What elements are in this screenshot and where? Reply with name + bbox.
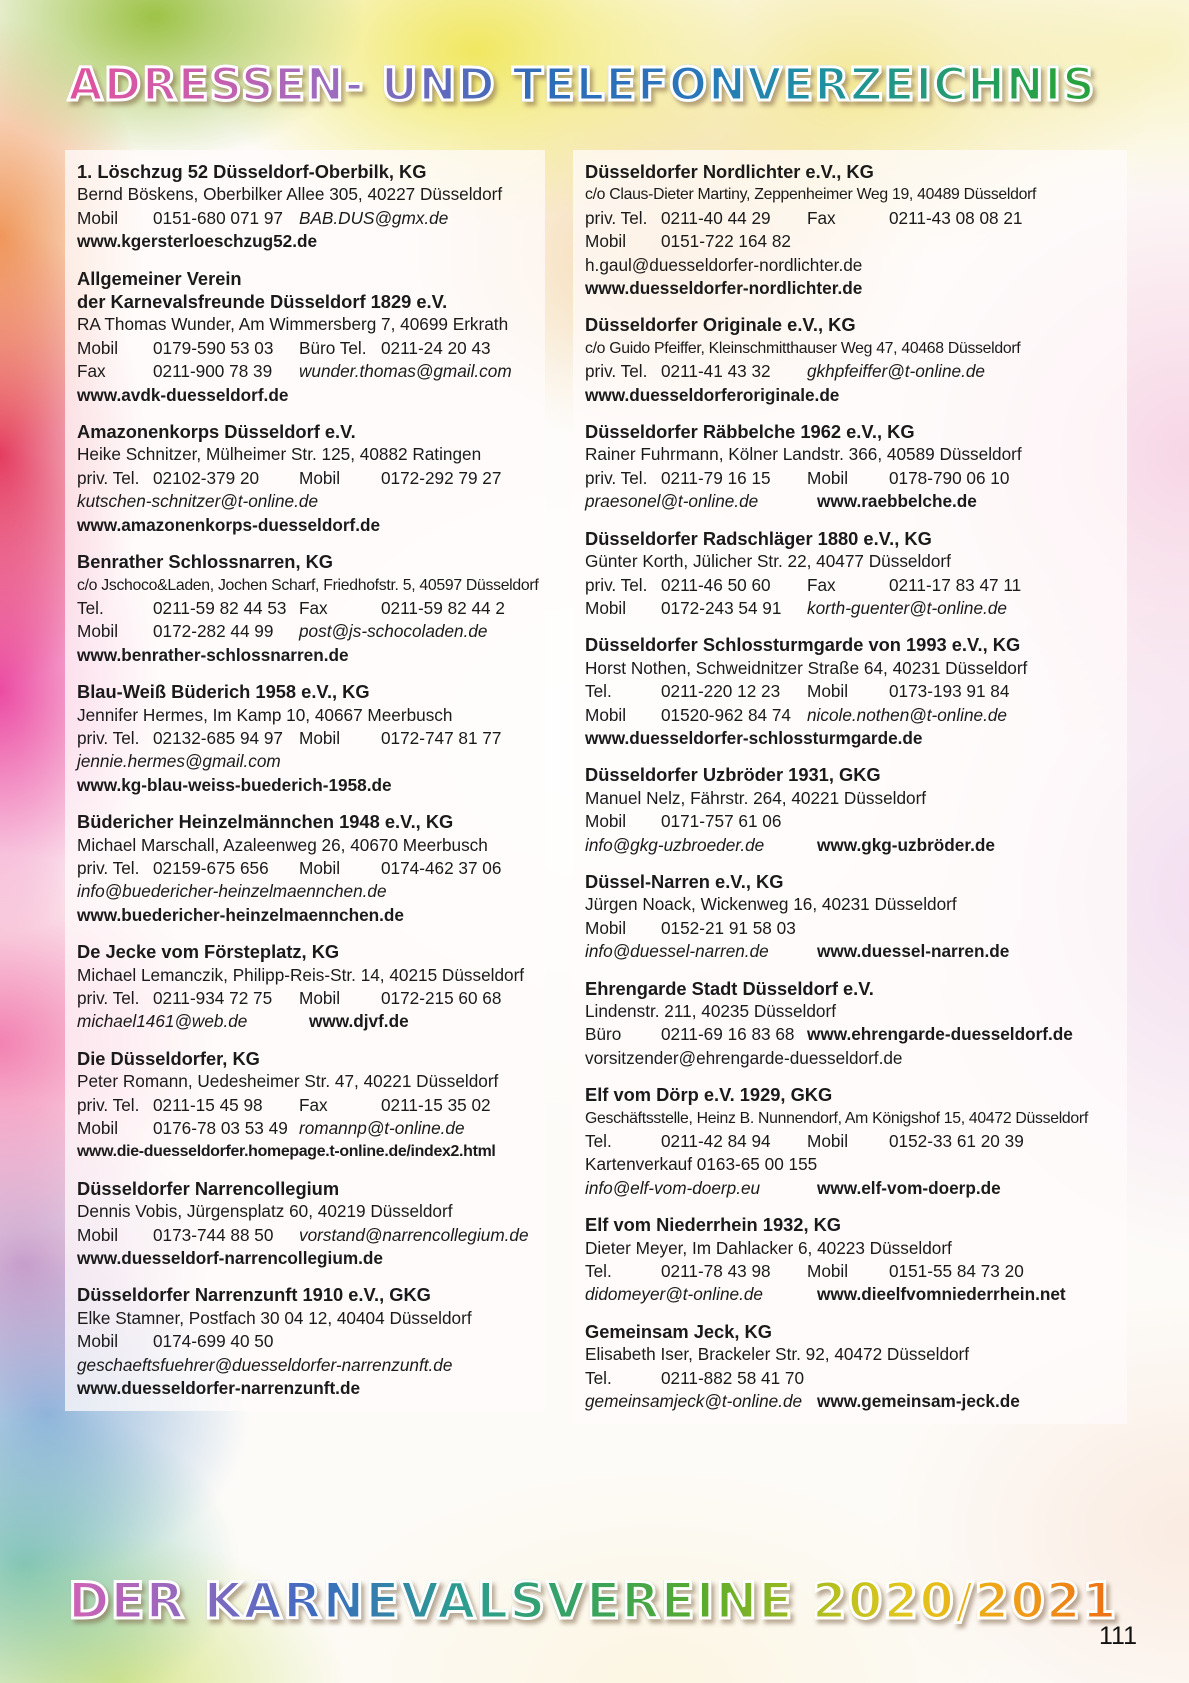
entry-line (585, 277, 1115, 300)
entry-text: Michael Lemanczik, Philipp-Reis-Str. 14, 40215 Düsseldorf (77, 964, 525, 985)
phone-number: 0211-15 45 98 (153, 1094, 263, 1115)
website-text: www.duessel-narren.de (817, 941, 1010, 962)
email-text: info@buedericher-heinzelmaennchen.de (77, 881, 387, 902)
email-text: geschaeftsfuehrer@duesseldorfer-narrenzunft.de (77, 1354, 453, 1375)
entry-text: Geschäftsstelle, Heinz B. Nunnendorf, Am Königshof 15, 40472 Düsseldorf (585, 1109, 1088, 1127)
entry-line (585, 384, 1115, 407)
entry-text: Günter Korth, Jülicher Str. 22, 40477 Düsseldorf (585, 551, 951, 572)
entry-title: Benrather Schlossnarren, KG (77, 551, 334, 573)
entry-text: Horst Nothen, Schweidnitzer Straße 64, 40231 Düsseldorf (585, 657, 1028, 678)
entry-line (77, 1140, 533, 1163)
phone-number: 0151-680 071 97 (153, 207, 283, 228)
entry-line (77, 1070, 533, 1093)
directory-entry (77, 1283, 533, 1400)
entry-text: Elke Stamner, Postfach 30 04 12, 40404 Düsseldorf (77, 1307, 472, 1328)
phone-number: 0171-757 61 06 (661, 811, 782, 832)
page-number: 111 (1098, 1622, 1137, 1650)
directory-entry (585, 870, 1115, 964)
email-text: info@elf-vom-doerp.eu (585, 1177, 761, 1198)
phone-label: Mobil (77, 621, 119, 642)
phone-label: Mobil (299, 988, 341, 1008)
phone-label: Fax (807, 207, 836, 228)
directory-entry (77, 810, 533, 927)
phone-label: Büro Tel. (299, 337, 367, 358)
entry-line (585, 550, 1115, 573)
directory-entry (77, 420, 533, 537)
phone-label: Tel. (77, 597, 104, 618)
phone-label: Fax (77, 361, 106, 382)
entry-line (77, 1010, 533, 1033)
entry-line (585, 597, 1115, 620)
phone-number: 0172-292 79 27 (381, 467, 502, 488)
entry-line (77, 644, 533, 667)
phone-number: 0211-882 58 41 70 (661, 1367, 805, 1388)
entry-line (585, 337, 1115, 360)
phone-number: 0211-78 43 98 (661, 1261, 771, 1282)
directory-entry (77, 1047, 533, 1164)
phone-number: 0211-42 84 94 (661, 1131, 771, 1152)
entry-line (585, 893, 1115, 916)
entry-line (77, 514, 533, 537)
phone-number: 0172-215 60 68 (381, 988, 502, 1008)
entry-line (585, 1177, 1115, 1200)
entry-line (585, 490, 1115, 513)
phone-label: Mobil (585, 597, 627, 618)
phone-label: Mobil (807, 1261, 849, 1282)
email-text: praesonel@t-online.de (585, 491, 759, 512)
phone-label: Mobil (807, 467, 849, 488)
entry-line (585, 1260, 1115, 1283)
entry-text: RA Thomas Wunder, Am Wimmersberg 7, 40699 Erkrath (77, 314, 509, 335)
email-text: info@gkg-uzbroeder.de (585, 834, 765, 855)
entry-text: Dennis Vobis, Jürgensplatz 60, 40219 Düsseldorf (77, 1201, 453, 1222)
phone-number: 0211-24 20 43 (381, 337, 491, 358)
entry-text: Heike Schnitzer, Mülheimer Str. 125, 40882 Ratingen (77, 444, 482, 465)
website-text: www.duesseldorferoriginale.de (585, 384, 840, 405)
email-text: kutschen-schnitzer@t-online.de (77, 491, 319, 512)
phone-number: 0211-59 82 44 53 (153, 597, 287, 618)
phone-label: Büro (585, 1024, 622, 1045)
phone-label: priv. Tel. (77, 467, 140, 488)
phone-number: 0151-55 84 73 20 (889, 1261, 1024, 1282)
entry-line (585, 574, 1115, 597)
phone-label: Tel. (585, 1367, 612, 1388)
entry-line (585, 680, 1115, 703)
entry-line (77, 1200, 533, 1223)
entry-title: De Jecke vom Försteplatz, KG (77, 941, 340, 963)
entry-line (77, 1377, 533, 1400)
phone-label: Mobil (77, 207, 119, 228)
phone-label: priv. Tel. (585, 467, 648, 488)
entry-line (585, 360, 1115, 383)
entry-line (77, 964, 533, 987)
entry-line (77, 337, 533, 360)
website-text: www.elf-vom-doerp.de (817, 1177, 1001, 1198)
entry-line (585, 467, 1115, 490)
directory-entry (585, 527, 1115, 621)
entry-text: c/o Jschoco&Laden, Jochen Scharf, Friedhofstr. 5, 40597 Düsseldorf (77, 576, 539, 594)
phone-label: Mobil (299, 727, 341, 748)
entry-line (585, 443, 1115, 466)
entry-title: Amazonenkorps Düsseldorf e.V. (77, 421, 356, 443)
phone-number: 0211-15 35 02 (381, 1094, 491, 1115)
email-text: jennie.hermes@gmail.com (77, 751, 281, 772)
email-text: vorsitzender@ehrengarde-duesseldorf.de (585, 1047, 903, 1068)
entry-line (585, 230, 1115, 253)
phone-label: Mobil (585, 231, 627, 252)
phone-label: Fax (299, 597, 328, 618)
entry-title: Ehrengarde Stadt Düsseldorf e.V. (585, 977, 874, 999)
entry-line (585, 940, 1115, 963)
entry-line (77, 313, 533, 336)
entry-text: Dieter Meyer, Im Dahlacker 6, 40223 Düsseldorf (585, 1237, 952, 1258)
phone-number: 0211-43 08 08 21 (889, 207, 1023, 228)
entry-text: Kartenverkauf 0163-65 00 155 (585, 1154, 818, 1175)
phone-label: priv. Tel. (585, 207, 648, 228)
phone-number: 0178-790 06 10 (889, 467, 1010, 488)
directory-entry (77, 940, 533, 1034)
entry-line (77, 1247, 533, 1270)
phone-number: 0211-934 72 75 (153, 988, 273, 1008)
entry-line (585, 1047, 1115, 1070)
phone-label: priv. Tel. (77, 988, 140, 1008)
directory-entry (77, 550, 539, 667)
entry-title: der Karnevalsfreunde Düsseldorf 1829 e.V. (77, 291, 448, 313)
entry-title: Düsseldorfer Uzbröder 1931, GKG (585, 764, 881, 786)
entry-line (585, 1130, 1115, 1153)
entry-line (585, 1153, 1115, 1176)
entry-line (585, 834, 1115, 857)
phone-number: 0211-59 82 44 2 (381, 597, 505, 618)
website-text: www.duesseldorfer-narrenzunft.de (77, 1378, 360, 1399)
phone-label: Mobil (807, 1131, 849, 1152)
entry-line (77, 987, 533, 1010)
website-text: www.avdk-duesseldorf.de (77, 384, 289, 405)
phone-label: Mobil (807, 681, 849, 702)
entry-line (77, 857, 533, 880)
email-text: nicole.nothen@t-online.de (807, 704, 1007, 725)
email-text: korth-guenter@t-online.de (807, 597, 1007, 618)
entry-text: Michael Marschall, Azaleenweg 26, 40670 Meerbusch (77, 834, 488, 855)
entry-line (77, 1224, 533, 1247)
entry-line (585, 1107, 1115, 1130)
email-text: michael1461@web.de (77, 1011, 248, 1032)
entry-text: c/o Guido Pfeiffer, Kleinschmitthauser Weg 47, 40468 Düsseldorf (585, 339, 1021, 357)
directory-entry (77, 160, 533, 254)
phone-label: Fax (807, 574, 836, 595)
website-text: www.djvf.de (309, 1011, 409, 1032)
phone-number: 0172-747 81 77 (381, 727, 502, 748)
phone-number: 0211-900 78 39 (153, 361, 273, 382)
entry-line (585, 1023, 1115, 1046)
entry-line (77, 750, 533, 773)
directory-entry (585, 313, 1115, 407)
website-text: www.ehrengarde-duesseldorf.de (807, 1024, 1073, 1045)
entry-line (585, 1283, 1115, 1306)
entry-text: Jennifer Hermes, Im Kamp 10, 40667 Meerbusch (77, 704, 453, 725)
entry-title: Elf vom Dörp e.V. 1929, GKG (585, 1084, 833, 1106)
website-text: www.duesseldorf-narrencollegium.de (77, 1248, 383, 1269)
phone-label: Mobil (77, 337, 119, 358)
entry-text: Manuel Nelz, Fährstr. 264, 40221 Düsseldorf (585, 787, 927, 808)
entry-text: c/o Claus-Dieter Martiny, Zeppenheimer Weg 19, 40489 Düsseldorf (585, 186, 1037, 204)
entry-line (77, 704, 533, 727)
phone-label: priv. Tel. (585, 361, 648, 382)
entry-text: Rainer Fuhrmann, Kölner Landstr. 366, 40589 Düsseldorf (585, 444, 1022, 465)
entry-line (77, 230, 533, 253)
phone-number: 01520-962 84 74 (661, 704, 791, 725)
entry-text: Elisabeth Iser, Brackeler Str. 92, 40472 Düsseldorf (585, 1344, 970, 1365)
directory-entry (585, 1213, 1115, 1307)
entry-text: Bernd Böskens, Oberbilker Allee 305, 40227 Düsseldorf (77, 184, 503, 205)
entry-line (585, 1390, 1115, 1413)
entry-line (585, 1000, 1115, 1023)
email-text: gemeinsamjeck@t-online.de (585, 1391, 803, 1412)
email-text: gkhpfeiffer@t-online.de (807, 361, 985, 382)
entry-title: Gemeinsam Jeck, KG (585, 1320, 772, 1342)
entry-title: Die Düsseldorfer, KG (77, 1047, 260, 1069)
phone-number: 0211-17 83 47 11 (889, 574, 1022, 595)
entry-line (77, 597, 533, 620)
website-text: www.kg-blau-weiss-buederich-1958.de (77, 774, 392, 795)
entry-line (77, 880, 533, 903)
directory-entry (585, 1320, 1115, 1414)
phone-number: 0152-33 61 20 39 (889, 1131, 1024, 1152)
phone-label: Mobil (585, 811, 627, 832)
phone-number: 0211-220 12 23 (661, 681, 781, 702)
phone-number: 0172-282 44 99 (153, 621, 274, 642)
entry-line (77, 1354, 533, 1377)
entry-text: Peter Romann, Uedesheimer Str. 47, 40221 Düsseldorf (77, 1071, 499, 1092)
entry-line (77, 1094, 533, 1117)
entry-line (585, 1237, 1115, 1260)
directory-entry (77, 680, 533, 797)
entry-line (77, 443, 533, 466)
phone-label: priv. Tel. (585, 574, 648, 595)
website-text: www.duesseldorfer-schlossturmgarde.de (585, 727, 923, 748)
phone-number: 0211-46 50 60 (661, 574, 771, 595)
website-text: www.amazonenkorps-duesseldorf.de (77, 514, 381, 535)
phone-number: 0211-69 16 83 68 (661, 1024, 795, 1045)
website-text: www.dieelfvomniederrhein.net (817, 1284, 1066, 1305)
entry-title: Düssel-Narren e.V., KG (585, 870, 784, 892)
entry-line (585, 810, 1115, 833)
directory-entry (585, 977, 1115, 1071)
phone-number: 0174-699 40 50 (153, 1331, 274, 1352)
website-text: www.raebbelche.de (817, 491, 977, 512)
directory-column-left (65, 150, 545, 1411)
phone-number: 0176-78 03 53 49 (153, 1118, 288, 1139)
website-text: www.gkg-uzbröder.de (817, 834, 995, 855)
entry-line (77, 467, 533, 490)
phone-label: Mobil (585, 917, 627, 938)
entry-line (77, 183, 533, 206)
phone-label: priv. Tel. (77, 857, 140, 878)
entry-line (77, 727, 533, 750)
phone-label: Mobil (299, 467, 341, 488)
phone-label: Tel. (585, 1131, 612, 1152)
entry-line (585, 207, 1115, 230)
entry-line (585, 657, 1115, 680)
directory-entry (585, 633, 1115, 750)
phone-label: Mobil (299, 857, 341, 878)
phone-label: Tel. (585, 681, 612, 702)
phone-number: 0152-21 91 58 03 (661, 917, 796, 938)
entry-line (77, 834, 533, 857)
directory-entry (77, 1177, 533, 1271)
entry-text: Lindenstr. 211, 40235 Düsseldorf (585, 1001, 836, 1021)
phone-number: 0172-243 54 91 (661, 597, 782, 618)
entry-title: Elf vom Niederrhein 1932, KG (585, 1214, 842, 1236)
email-text: BAB.DUS@gmx.de (299, 207, 449, 228)
directory-column-right (573, 150, 1127, 1424)
email-text: didomeyer@t-online.de (585, 1284, 763, 1305)
entry-text: Jürgen Noack, Wickenweg 16, 40231 Düsseldorf (585, 894, 957, 915)
website-text: www.benrather-schlossnarren.de (77, 644, 349, 665)
phone-number: 0211-41 43 32 (661, 361, 771, 382)
entry-line (77, 360, 533, 383)
entry-line (77, 1307, 533, 1330)
entry-title: Düsseldorfer Nordlichter e.V., KG (585, 161, 874, 182)
entry-line (77, 774, 533, 797)
email-text: post@js-schocoladen.de (299, 621, 488, 642)
website-text: www.gemeinsam-jeck.de (817, 1391, 1020, 1412)
entry-title: Blau-Weiß Büderich 1958 e.V., KG (77, 681, 370, 703)
phone-number: 02102-379 20 (153, 467, 260, 488)
entry-line (585, 727, 1115, 750)
entry-title: Düsseldorfer Narrencollegium (77, 1177, 340, 1199)
directory-entry (585, 420, 1115, 514)
entry-title: Düsseldorfer Originale e.V., KG (585, 314, 856, 336)
entry-line (585, 704, 1115, 727)
website-text: www.buedericher-heinzelmaennchen.de (77, 904, 404, 925)
phone-number: 0179-590 53 03 (153, 337, 274, 358)
phone-number: 02132-685 94 97 (153, 727, 283, 748)
entry-line (585, 1367, 1115, 1390)
website-text: www.die-duesseldorfer.homepage.t-online.de/index2.html (77, 1143, 496, 1161)
entry-line (77, 207, 533, 230)
entry-line (77, 1330, 533, 1353)
email-text: romannp@t-online.de (299, 1118, 465, 1139)
entry-title: Düsseldorfer Radschläger 1880 e.V., KG (585, 527, 932, 549)
entry-title: Düsseldorfer Narrenzunft 1910 e.V., GKG (77, 1284, 431, 1306)
email-text: info@duessel-narren.de (585, 941, 769, 962)
entry-line (77, 1117, 533, 1140)
entry-title: 1. Löschzug 52 Düsseldorf-Oberbilk, KG (77, 161, 427, 182)
phone-label: priv. Tel. (77, 727, 140, 748)
phone-label: Tel. (585, 1261, 612, 1282)
phone-number: 02159-675 656 (153, 857, 269, 878)
phone-number: 0211-79 16 15 (661, 467, 771, 488)
email-text: vorstand@narrencollegium.de (299, 1224, 529, 1245)
directory-entry (585, 763, 1115, 857)
phone-label: Fax (299, 1094, 328, 1115)
phone-number: 0211-40 44 29 (661, 207, 771, 228)
directory-entry (585, 160, 1115, 300)
entry-line (77, 490, 533, 513)
entry-line (77, 384, 533, 407)
entry-line (77, 904, 533, 927)
phone-number: 0173-744 88 50 (153, 1224, 274, 1245)
footer-title: DER KARNEVALSVEREINE 2020/2021 (68, 1572, 1118, 1630)
entry-line (585, 787, 1115, 810)
phone-label: priv. Tel. (77, 1094, 140, 1115)
phone-number: 0174-462 37 06 (381, 857, 502, 878)
entry-title: Düsseldorfer Schlossturmgarde von 1993 e.V., KG (585, 634, 1021, 656)
phone-number: 0173-193 91 84 (889, 681, 1010, 702)
entry-title: Allgemeiner Verein (77, 267, 242, 289)
website-text: www.duesseldorfer-nordlichter.de (585, 278, 863, 299)
phone-label: Mobil (77, 1331, 119, 1352)
phone-label: Mobil (77, 1118, 119, 1139)
entry-line (585, 1343, 1115, 1366)
entry-line (585, 254, 1115, 277)
entry-title: Düsseldorfer Räbbelche 1962 e.V., KG (585, 421, 915, 443)
phone-label: Mobil (585, 704, 627, 725)
phone-label: Mobil (77, 1224, 119, 1245)
directory-entry (585, 1083, 1115, 1200)
entry-line (77, 574, 539, 597)
phone-number: 0151-722 164 82 (661, 231, 791, 252)
entry-line (585, 917, 1115, 940)
entry-line (585, 183, 1115, 206)
entry-line (77, 620, 533, 643)
directory-entry (77, 267, 533, 407)
email-text: wunder.thomas@gmail.com (299, 361, 512, 382)
entry-title: Büdericher Heinzelmännchen 1948 e.V., KG (77, 811, 454, 833)
website-text: www.kgersterloeschzug52.de (77, 231, 318, 252)
page-title: ADRESSEN- UND TELEFONVERZEICHNIS (68, 58, 1096, 111)
email-text: h.gaul@duesseldorfer-nordlichter.de (585, 254, 863, 275)
